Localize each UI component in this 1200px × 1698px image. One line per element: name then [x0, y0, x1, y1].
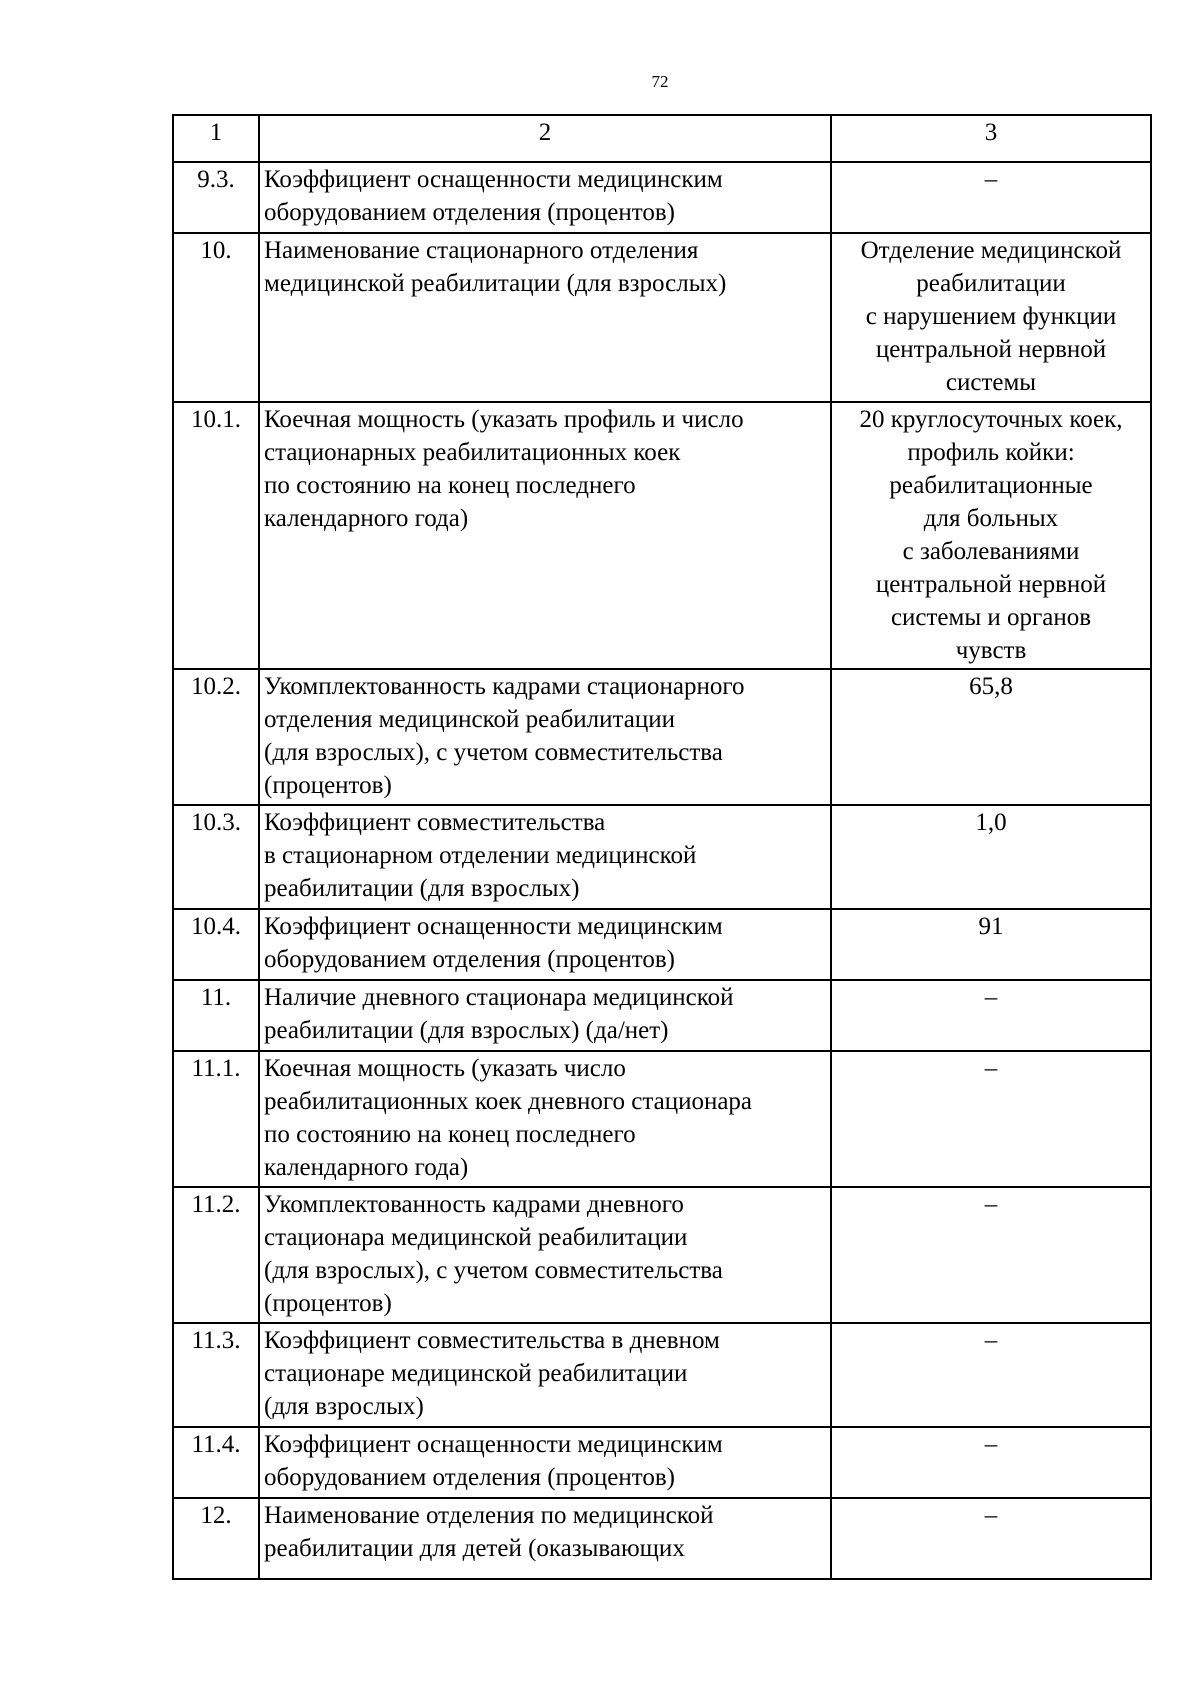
table-row — [173, 1051, 1151, 1187]
row-value: 91 — [831, 909, 1151, 980]
table-row — [173, 1427, 1151, 1498]
row-description: Наименование стационарного отделения медицинской реабилитации (для взрослых) — [259, 233, 831, 402]
row-number: 11.3. — [173, 1323, 259, 1427]
table-row — [173, 1498, 1151, 1579]
header-col-2: 2 — [259, 115, 831, 162]
row-value: 1,0 — [831, 805, 1151, 909]
row-number: 11. — [173, 980, 259, 1051]
table-row — [173, 909, 1151, 980]
row-value: – — [831, 1498, 1151, 1579]
row-number: 11.4. — [173, 1427, 259, 1498]
row-description: Наименование отделения по медицинской реабилитации для детей (оказывающих — [259, 1498, 831, 1579]
row-number: 10.2. — [173, 669, 259, 805]
table-row — [173, 805, 1151, 909]
row-description: Укомплектованность кадрами дневного стационара медицинской реабилитации (для взрослых), с учетом совместительства (процентов) — [259, 1187, 831, 1323]
row-description: Коэффициент совместительства в дневном стационаре медицинской реабилитации (для взрослых) — [259, 1323, 831, 1427]
data-table — [172, 114, 1152, 1580]
row-value: 65,8 — [831, 669, 1151, 805]
row-description: Коечная мощность (указать число реабилитационных коек дневного стационара по состоянию на конец последнего календарного года) — [259, 1051, 831, 1187]
table-row — [173, 1187, 1151, 1323]
row-number: 10. — [173, 233, 259, 402]
row-number: 12. — [173, 1498, 259, 1579]
row-number: 9.3. — [173, 162, 259, 233]
row-number: 11.1. — [173, 1051, 259, 1187]
row-value: – — [831, 1051, 1151, 1187]
table-row — [173, 1323, 1151, 1427]
row-description: Коэффициент оснащенности медицинским оборудованием отделения (процентов) — [259, 162, 831, 233]
header-col-1: 1 — [173, 115, 259, 162]
row-value: – — [831, 1427, 1151, 1498]
row-description: Коэффициент оснащенности медицинским оборудованием отделения (процентов) — [259, 909, 831, 980]
row-description: Коэффициент оснащенности медицинским оборудованием отделения (процентов) — [259, 1427, 831, 1498]
row-description: Коечная мощность (указать профиль и число стационарных реабилитационных коек по состоянию на конец последнего календарного года) — [259, 402, 831, 669]
row-value: – — [831, 162, 1151, 233]
row-number: 10.3. — [173, 805, 259, 909]
row-description: Укомплектованность кадрами стационарного отделения медицинской реабилитации (для взрослых), с учетом совместительства (процентов) — [259, 669, 831, 805]
row-description: Наличие дневного стационара медицинской реабилитации (для взрослых) (да/нет) — [259, 980, 831, 1051]
page-number: 72 — [651, 72, 669, 91]
table-row — [173, 669, 1151, 805]
header-col-3: 3 — [831, 115, 1151, 162]
table-row — [173, 402, 1151, 669]
row-value: – — [831, 1187, 1151, 1323]
row-value: – — [831, 1323, 1151, 1427]
table-row — [173, 980, 1151, 1051]
table-header-row — [173, 115, 1151, 162]
row-number: 10.1. — [173, 402, 259, 669]
table-row — [173, 162, 1151, 233]
row-value: Отделение медицинской реабилитации с нарушением функции центральной нервной системы — [831, 233, 1151, 402]
row-description: Коэффициент совместительства в стационарном отделении медицинской реабилитации (для взрослых) — [259, 805, 831, 909]
row-value: 20 круглосуточных коек, профиль койки: реабилитационные для больных с заболеваниями центральной нервной системы и органов чувств — [831, 402, 1151, 669]
row-number: 10.4. — [173, 909, 259, 980]
table-row — [173, 233, 1151, 402]
row-number: 11.2. — [173, 1187, 259, 1323]
row-value: – — [831, 980, 1151, 1051]
